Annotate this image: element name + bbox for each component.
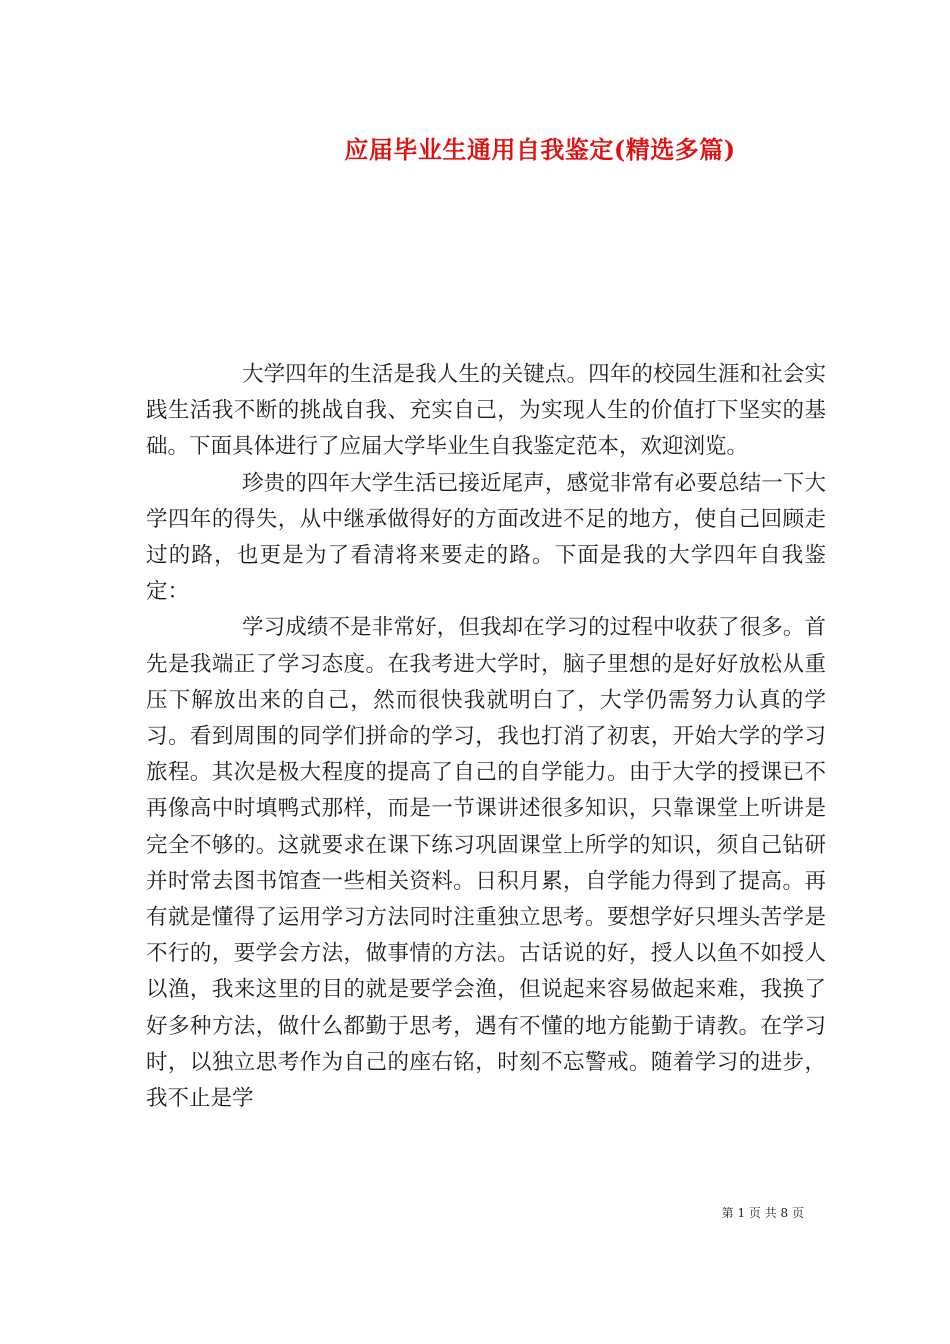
document-title: 应届毕业生通用自我鉴定(精选多篇)	[344, 135, 736, 164]
paragraph-intro: 大学四年的生活是我人生的关键点。四年的校园生涯和社会实践生活我不断的挑战自我、充实自己，为实现人生的价值打下坚实的基础。下面具体进行了应届大学毕业生自我鉴定范本，欢迎浏览。	[146, 362, 826, 460]
page-number-footer: 第 1 页 共 8 页	[721, 1206, 804, 1220]
paragraph-summary: 珍贵的四年大学生活已接近尾声，感觉非常有必要总结一下大学四年的得失，从中继承做得好的方面改进不足的地方，使自己回顾走过的路，也更是为了看清将来要走的路。下面是我的大学四年自我鉴定：	[146, 470, 826, 605]
paragraph-study: 学习成绩不是非常好，但我却在学习的过程中收获了很多。首先是我端正了学习态度。在我考进大学时，脑子里想的是好好放松从重压下解放出来的自己，然而很快我就明白了，大学仍需努力认真的学习。看到周围的同学们拼命的学习，我也打消了初衷，开始大学的学习旅程。其次是极大程度的提高了自己的自学能力。由于大学的授课已不再像高中时填鸭式那样，而是一节课讲述很多知识，只靠课堂上听讲是完全不够的。这就要求在课下练习巩固课堂上所学的知识，须自己钻研并时常去图书馆查一些相关资料。日积月累，自学能力得到了提高。再有就是懂得了运用学习方法同时注重独立思考。要想学好只埋头苦学是不行的，要学会方法，做事情的方法。古话说的好，授人以鱼不如授人以渔，我来这里的目的就是要学会渔，但说起来容易做起来难，我换了好多种方法，做什么都勤于思考，遇有不懂的地方能勤于请教。在学习时，以独立思考作为自己的座右铭，时刻不忘警戒。随着学习的进步，我不止是学	[146, 615, 826, 1112]
document-body	[146, 357, 826, 1117]
